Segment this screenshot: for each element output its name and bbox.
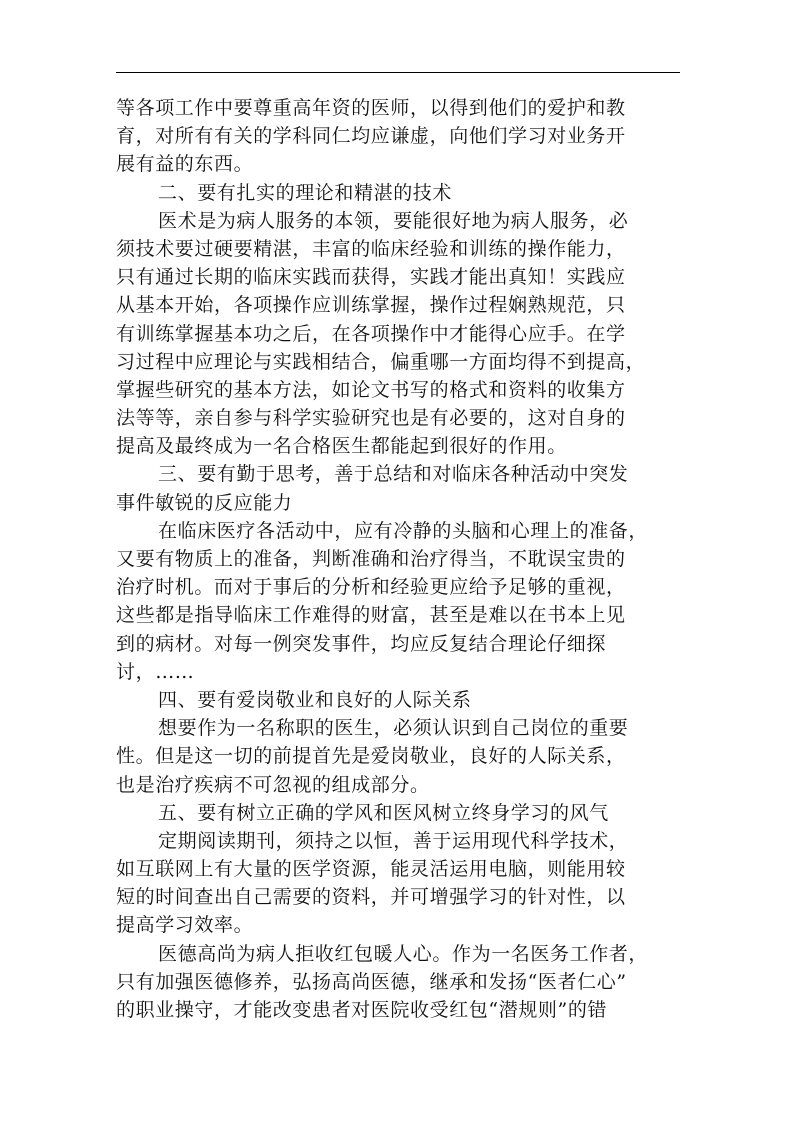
- text-line: 如互联网上有大量的医学资源，能灵活运用电脑，则能用较: [116, 858, 626, 881]
- text-line: 有训练掌握基本功之后，在各项操作中才能得心应手。在学: [116, 322, 626, 345]
- section-heading-3-cont: 事件敏锐的反应能力: [116, 491, 293, 514]
- text-line: 性。但是这一切的前提首先是爱岗敬业，良好的人际关系，: [116, 745, 626, 768]
- section-heading-3: 三、要有勤于思考，善于总结和对临床各种活动中突发: [158, 463, 629, 486]
- text-line: 只有加强医德修养，弘扬高尚医德，继承和发扬“医者仁心”: [116, 970, 627, 993]
- text-line: 从基本开始，各项操作应训练掌握，操作过程娴熟规范，只: [116, 294, 626, 317]
- section-heading-5: 五、要有树立正确的学风和医风树立终身学习的风气: [158, 801, 609, 824]
- text-line: 医术是为病人服务的本领，要能很好地为病人服务，必: [158, 209, 629, 232]
- text-line: 这些都是指导临床工作难得的财富，甚至是难以在书本上见: [116, 604, 626, 627]
- text-line: 展有益的东西。: [116, 153, 254, 176]
- text-line: 也是治疗疾病不可忽视的组成部分。: [116, 773, 430, 796]
- section-heading-4: 四、要有爱岗敬业和良好的人际关系: [158, 688, 472, 711]
- text-line: 掌握些研究的基本方法，如论文书写的格式和资料的收集方: [116, 378, 626, 401]
- text-line: 想要作为一名称职的医生，必须认识到自己岗位的重要: [158, 717, 629, 740]
- text-line: 习过程中应理论与实践相结合，偏重哪一方面均得不到提高，: [116, 350, 646, 373]
- text-line: 的职业操守，才能改变患者对医院收受红包“潜规则”的错: [116, 999, 608, 1021]
- text-line: 医德高尚为病人拒收红包暖人心。作为一名医务工作者，: [158, 942, 649, 965]
- text-line: 育，对所有有关的学科同仁均应谦虚，向他们学习对业务开: [116, 125, 626, 148]
- text-line: 法等等，亲自参与科学实验研究也是有必要的，这对自身的: [116, 407, 626, 430]
- document-body: [116, 94, 680, 1024]
- text-line: 短的时间查出自己需要的资料，并可增强学习的针对性，以: [116, 886, 626, 909]
- text-line: 治疗时机。而对于事后的分析和经验更应给予足够的重视，: [116, 576, 626, 599]
- text-line: 讨，……: [116, 660, 195, 683]
- text-line: 到的病材。对每一例突发事件，均应反复结合理论仔细探: [116, 632, 607, 655]
- text-line: 只有通过长期的临床实践而获得，实践才能出真知！实践应: [116, 266, 626, 289]
- text-line: 提高及最终成为一名合格医生都能起到很好的作用。: [116, 435, 567, 458]
- header-rule: [116, 72, 680, 73]
- section-heading-2: 二、要有扎实的理论和精湛的技术: [158, 181, 453, 204]
- text-line: 定期阅读期刊，须持之以恒，善于运用现代科学技术，: [158, 829, 629, 852]
- text-line: 又要有物质上的准备，判断准确和治疗得当，不耽误宝贵的: [116, 548, 626, 570]
- text-line: 提高学习效率。: [116, 914, 254, 937]
- text-line: 等各项工作中要尊重高年资的医师，以得到他们的爱护和教: [116, 97, 626, 119]
- text-line: 须技术要过硬要精湛，丰富的临床经验和训练的操作能力，: [116, 237, 626, 260]
- text-line: 在临床医疗各活动中，应有冷静的头脑和心理上的准备，: [158, 519, 649, 542]
